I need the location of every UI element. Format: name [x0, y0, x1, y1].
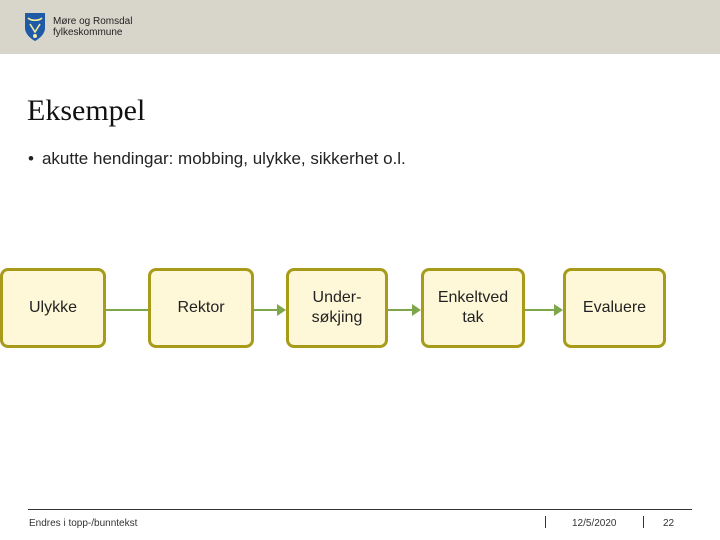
- footer-text: Endres i topp-/bunntekst: [29, 518, 138, 529]
- flow-step-evaluere: [563, 268, 666, 348]
- arrow-right-icon: [412, 304, 421, 316]
- organization-name: [53, 16, 132, 38]
- flow-connector: [106, 309, 148, 311]
- coat-of-arms-icon: [24, 12, 46, 42]
- flow-step-label-line2: tak: [462, 309, 484, 326]
- flow-step-label: Rektor: [177, 299, 225, 316]
- flow-connector: [524, 309, 554, 311]
- flow-step-label-line2: søkjing: [311, 309, 363, 326]
- flow-step-label-line1: Under-: [312, 289, 362, 306]
- bullet-item: [28, 149, 406, 169]
- flow-connector: [253, 309, 277, 311]
- arrow-right-icon: [554, 304, 563, 316]
- flow-step-label: Evaluere: [582, 299, 647, 316]
- footer-divider: [28, 509, 692, 510]
- org-name-line1: Møre og Romsdal: [53, 16, 133, 27]
- flow-connector: [388, 309, 412, 311]
- flow-step-label-line1: Enkeltved: [437, 289, 509, 306]
- org-name-line2: fylkeskommune: [53, 27, 123, 38]
- flow-step-label: Ulykke: [28, 299, 77, 316]
- flow-step-ulykke: [0, 268, 106, 348]
- footer-separator: [545, 516, 546, 528]
- bullet-text: akutte hendingar: mobbing, ulykke, sikkerhet o.l.: [41, 149, 406, 168]
- footer-date: 12/5/2020: [572, 518, 617, 529]
- footer-separator: [643, 516, 644, 528]
- bullet-dot: •: [28, 149, 34, 168]
- arrow-right-icon: [277, 304, 286, 316]
- flow-step-enkeltvedtak: [421, 268, 525, 348]
- flow-step-undersokjing: [286, 268, 388, 348]
- logo: [24, 12, 132, 42]
- flow-step-rektor: [148, 268, 254, 348]
- header-band: [0, 0, 720, 54]
- slide-title: Eksempel: [27, 94, 146, 127]
- page-number: 22: [663, 518, 675, 529]
